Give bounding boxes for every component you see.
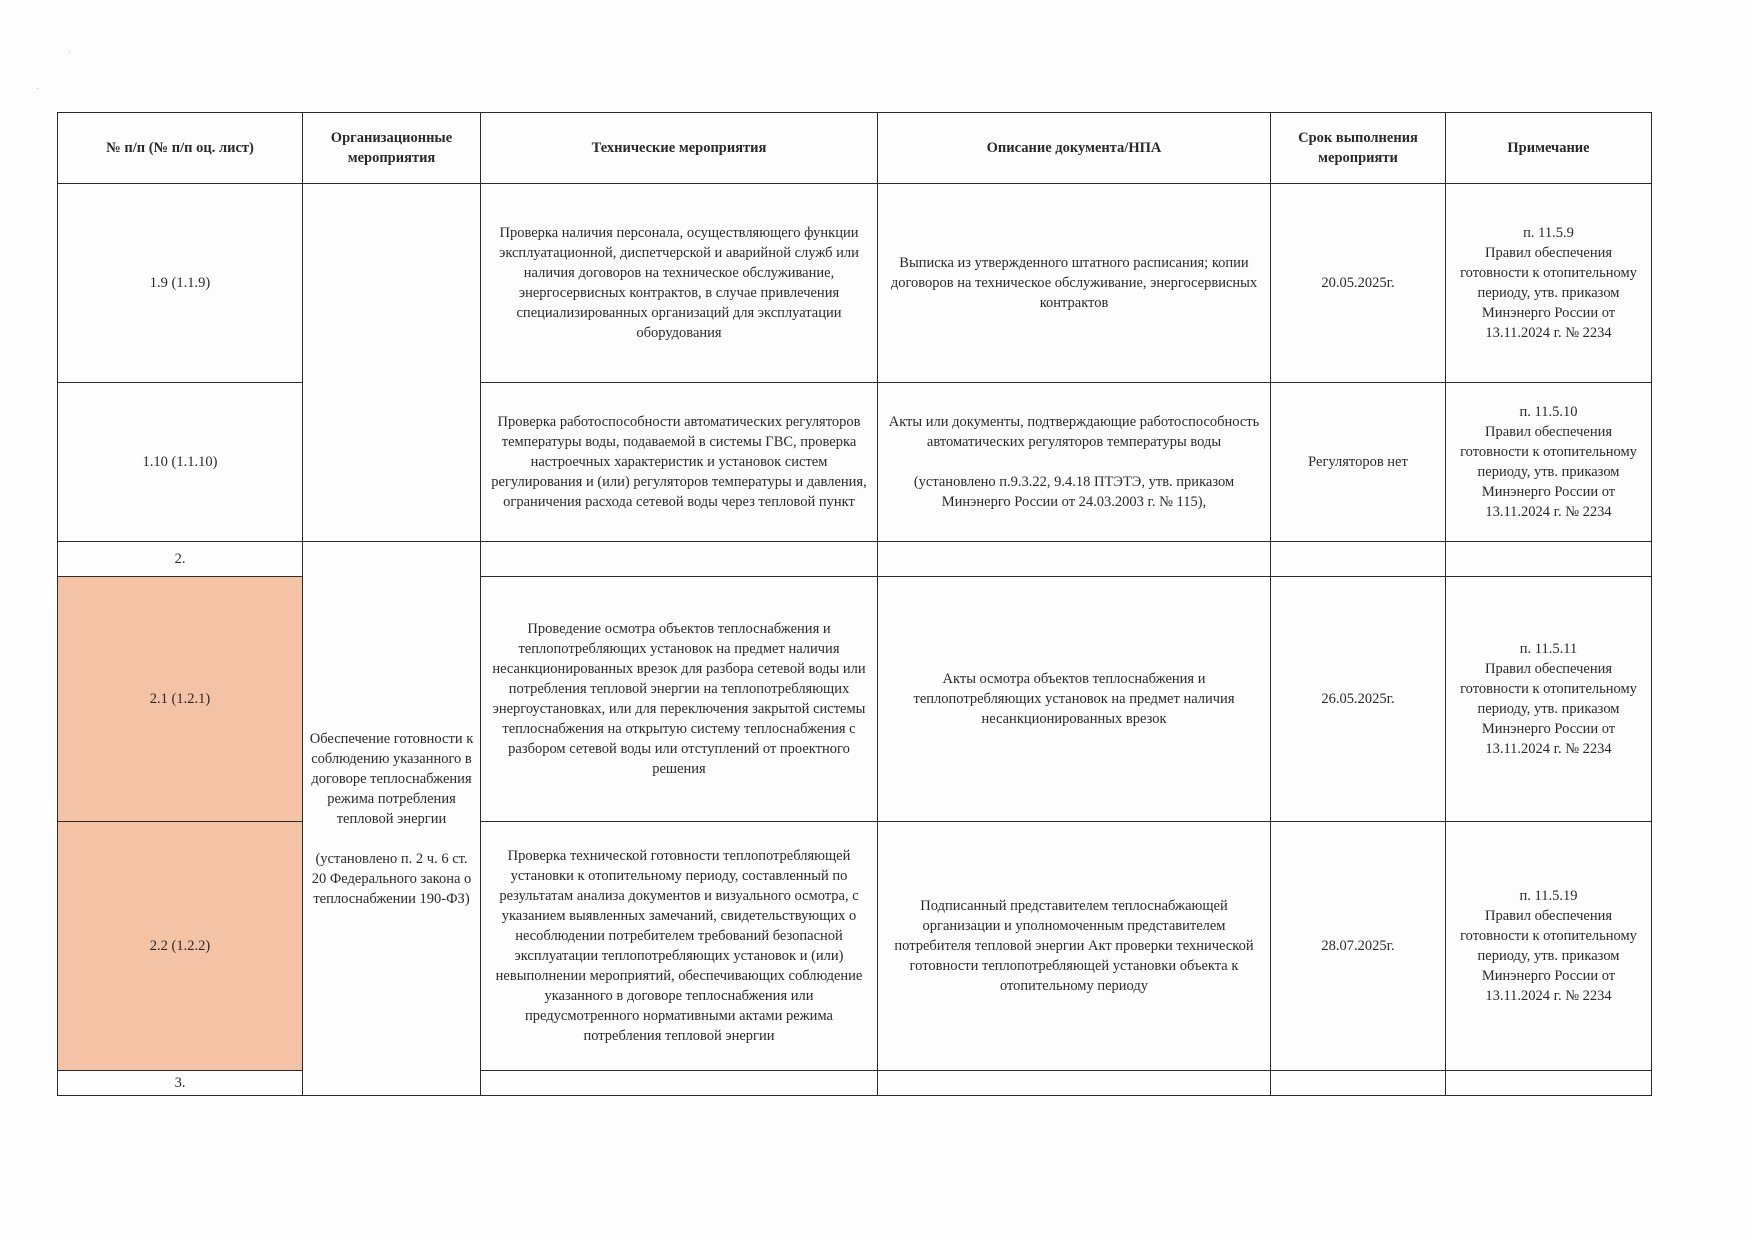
header-note: Примечание: [1446, 113, 1652, 184]
row-desc: Акты или документы, подтверждающие работоспособность автоматических регуляторов температуры воды (установлено п.9.3.22, 9.4.18 ПТЭТЭ, утв. приказом Минэнерго России от 24.03.2003 г. № 115),: [878, 383, 1271, 542]
blank-cell: [1271, 1071, 1446, 1096]
row-num-highlighted: 2.1 (1.2.1): [58, 577, 303, 822]
header-desc: Описание документа/НПА: [878, 113, 1271, 184]
table-row: [58, 383, 1652, 542]
blank-cell: [878, 542, 1271, 577]
row-desc: Акты осмотра объектов теплоснабжения и теплопотребляющих установок на предмет наличия несанкционированных врезок: [878, 577, 1271, 822]
header-term: Срок выполнения мероприяти: [1271, 113, 1446, 184]
section-row: [58, 1071, 1652, 1096]
header-num: № п/п (№ п/п оц. лист): [58, 113, 303, 184]
row-tech: Проверка наличия персонала, осуществляющего функции эксплуатационной, диспетчерской и аварийной служб или наличия договоров на техническое обслуживание, энергосервисных контрактов, в случае привлечения специализированных организаций для эксплуатации оборудования: [481, 184, 878, 383]
blank-cell: [878, 1071, 1271, 1096]
row-note: п. 11.5.10 Правил обеспечения готовности к отопительному периоду, утв. приказом Минэнерго России от 13.11.2024 г. № 2234: [1446, 383, 1652, 542]
blank-cell: [481, 1071, 878, 1096]
row-num: 1.9 (1.1.9): [58, 184, 303, 383]
row-term: Регуляторов нет: [1271, 383, 1446, 542]
table-row: [58, 184, 1652, 383]
blank-cell: [1446, 1071, 1652, 1096]
org-cell-empty: [303, 184, 481, 542]
section-number: 3.: [58, 1071, 303, 1096]
blank-cell: [481, 542, 878, 577]
row-num-highlighted: 2.2 (1.2.2): [58, 822, 303, 1071]
row-note: п. 11.5.11 Правил обеспечения готовности к отопительному периоду, утв. приказом Минэнерго России от 13.11.2024 г. № 2234: [1446, 577, 1652, 822]
measures-table: [57, 112, 1652, 1096]
table-row: [58, 822, 1652, 1071]
table-row: [58, 577, 1652, 822]
blank-cell: [1271, 542, 1446, 577]
row-num: 1.10 (1.1.10): [58, 383, 303, 542]
header-tech: Технические мероприятия: [481, 113, 878, 184]
row-tech: Проверка технической готовности теплопотребляющей установки к отопительному периоду, составленный по результатам анализа документов и визуального осмотра, с указанием выявленных замечаний, свидетельствующих о несоблюдении потребителем требований безопасной эксплуатации теплопотребляющих установок и (или) невыполнении мероприятий, обеспечивающих соблюдение указанного в договоре теплоснабжения или предусмотренного нормативными актами режима потребления тепловой энергии: [481, 822, 878, 1071]
section-number: 2.: [58, 542, 303, 577]
row-note: п. 11.5.19 Правил обеспечения готовности к отопительному периоду, утв. приказом Минэнерго России от 13.11.2024 г. № 2234: [1446, 822, 1652, 1071]
row-tech: Проведение осмотра объектов теплоснабжения и теплопотребляющих установок на предмет наличия несанкционированных врезок для разбора сетевой воды или потребления тепловой энергии на теплопотребляющих энергоустановках, или для переключения закрытой системы теплоснабжения на открытую систему теплоснабжения с разбором сетевой воды или отступлений от проектного решения: [481, 577, 878, 822]
section-row: [58, 542, 1652, 577]
row-note: п. 11.5.9 Правил обеспечения готовности к отопительному периоду, утв. приказом Минэнерго России от 13.11.2024 г. № 2234: [1446, 184, 1652, 383]
header-org: Организационные мероприятия: [303, 113, 481, 184]
row-term: 26.05.2025г.: [1271, 577, 1446, 822]
org-group-cell: Обеспечение готовности к соблюдению указанного в договоре теплоснабжения режима потребления тепловой энергии (установлено п. 2 ч. 6 ст. 20 Федерального закона о теплоснабжении 190-ФЗ): [303, 542, 481, 1096]
row-term: 28.07.2025г.: [1271, 822, 1446, 1071]
header-row: [58, 113, 1652, 184]
scan-speck: ·: [36, 84, 40, 95]
row-desc: Выписка из утвержденного штатного расписания; копии договоров на техническое обслуживание, энергосервисных контрактов: [878, 184, 1271, 383]
row-term: 20.05.2025г.: [1271, 184, 1446, 383]
blank-cell: [1446, 542, 1652, 577]
row-tech: Проверка работоспособности автоматических регуляторов температуры воды, подаваемой в системы ГВС, проверка настроечных характеристик и установок систем регулирования и (или) регуляторов температуры и давления, ограничения расхода сетевой воды через тепловой пункт: [481, 383, 878, 542]
row-desc: Подписанный представителем теплоснабжающей организации и уполномоченным представителем потребителя тепловой энергии Акт проверки технической готовности теплопотребляющей установки объекта к отопительному периоду: [878, 822, 1271, 1071]
scan-speck: ·: [68, 48, 72, 59]
